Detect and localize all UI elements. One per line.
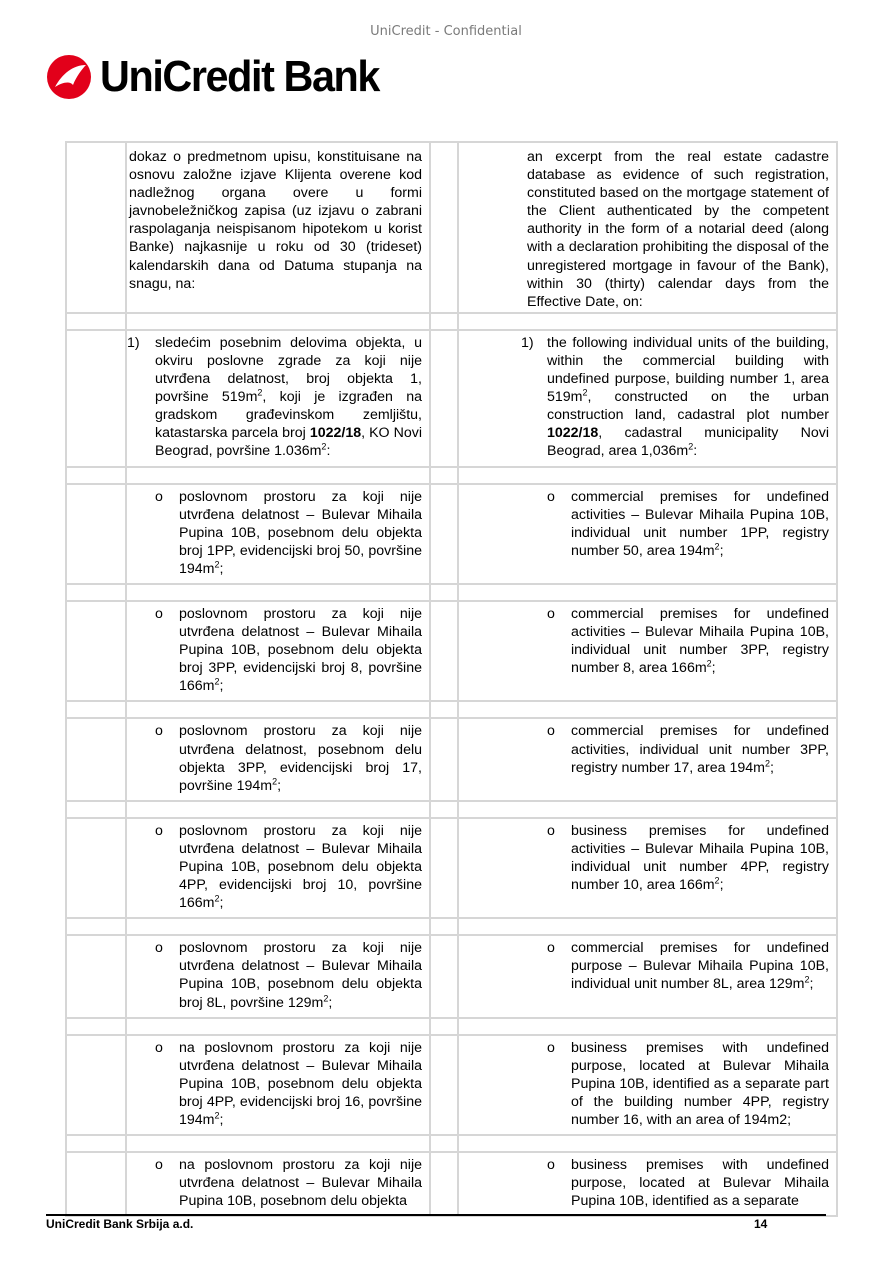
table-row [66,330,837,467]
bullet-icon: o [547,822,555,839]
item1-en-cell [458,330,837,467]
bullet-icon: o [547,1039,555,1056]
table-row [66,718,837,800]
bullet-icon: o [155,1039,163,1056]
unicredit-logo-icon [46,54,92,100]
intro-en: an excerpt from the real estate cadastre database as evidence of such registration, constituted based on the mortgage statement of the Client authenticated by the competent authority in the form of a notarial deed (along with a declaration prohibiting the disposal of the unregistered mortgage in favour of the Bank), within 30 (thirty) calendar days from the Effective Date, on: [527,149,829,310]
bullet-icon: o [547,488,555,505]
list-item: o na poslovnom prostoru za koji nije utvrđena delatnost – Bulevar Mihaila Pupina 10B, posebnom delu objekta broj 4PP, evidencijski broj 16, površine $194m^2$; [155,1039,422,1129]
bullet-icon: o [155,723,163,740]
bullet-icon: o [155,605,163,622]
confidential-label: UniCredit - Confidential [370,24,522,39]
table-row [66,484,837,584]
bullet-icon: o [547,605,555,622]
table-row [66,601,837,701]
list-item [459,331,836,466]
list-item: o na poslovnom prostoru za koji nije utvrđena delatnost – Bulevar Mihaila Pupina 10B, posebnom delu objekta [155,1157,422,1210]
footer-company: UniCredit Bank Srbija a.d. [46,1217,194,1231]
item1-sr-text: sledećim posebnim delovima objekta, u okviru poslovne zgrade za koji nije utvrđena delatnost, broj objekta 1, površine $519m^2$, koji je izgrađen na gradskom građevinskom zemljištu, katastarska parcela broj 1022/18, KO Novi Beograd, površine $1.036m^2$: [155,334,423,460]
list-item: o poslovnom prostoru za koji nije utvrđena delatnost, posebnom delu objekta 3PP, evidencijski broj 17, površine $194m^2$; [155,723,422,794]
list-item: o business premises with undefined purpose, located at Bulevar Mihaila Pupina 10B, identified as a separate [547,1157,829,1210]
intro-sr-cell [126,142,430,313]
list-item [127,331,429,466]
list-item: o commercial premises for undefined activities, individual unit number 3PP, registry number 17, area $194m^2$; [547,723,829,776]
list-item: o poslovnom prostoru za koji nije utvrđena delatnost – Bulevar Mihaila Pupina 10B, posebnom delu objekta broj 3PP, evidencijski broj 8, površine $166m^2$; [155,605,422,695]
bullet-icon: o [155,1157,163,1174]
bilingual-table [65,141,838,1217]
page-number: 14 [754,1217,768,1231]
list-item: o commercial premises for undefined purpose – Bulevar Mihaila Pupina 10B, individual unit number 8L, area $129m^2$; [547,940,829,993]
table-row [66,1035,837,1135]
table-row [66,142,837,313]
item1-sr-cell [126,330,430,467]
bullet-icon: o [155,488,163,505]
bullet-icon: o [155,822,163,839]
table-row [66,935,837,1017]
bullet-icon: o [547,723,555,740]
table-row [66,818,837,918]
item1-en-text: the following individual units of the building, within the commercial building with undefined purpose, building number 1, area $519m^2$, constructed on the urban construction land, cadastral plot number 1022/18, cadastral municipality Novi Beograd, area $1,036m^2$: [547,334,829,460]
intro-en-cell [458,142,837,313]
list-item: o poslovnom prostoru za koji nije utvrđena delatnost – Bulevar Mihaila Pupina 10B, posebnom delu objekta 4PP, evidencijski broj 10, površine $166m^2$; [155,822,422,912]
table-row [66,1152,837,1216]
list-item: o business premises with undefined purpose, located at Bulevar Mihaila Pupina 10B, identified as a separate part of the building number 4PP, registry number 16, with an area of 194m2; [547,1039,829,1129]
unicredit-logo [46,52,397,102]
intro-sr: dokaz o predmetnom upisu, konstituisane na osnovu založne izjave Klijenta overene kod nadležnog organa overe u formi javnobeležničkog zapisa (uz izjavu o zabrani raspolaganja neispisanom hipotekom u korist Banke) najkasnije u roku od 30 (trideset) kalendarskih dana od Datuma stupanja na snagu, na: [129,149,422,292]
list-item: o poslovnom prostoru za koji nije utvrđena delatnost – Bulevar Mihaila Pupina 10B, posebnom delu objekta broj 1PP, evidencijski broj 50, površine $194m^2$; [155,488,422,577]
footer-divider [46,1214,826,1216]
logo-wordmark: UniCredit Bank [100,52,380,101]
list-item: o commercial premises for undefined activities – Bulevar Mihaila Pupina 10B, individual unit number 3PP, registry number 8, area $166m^2$; [547,605,829,677]
bullet-icon: o [547,1157,555,1174]
item-number: 1) [521,334,534,351]
item-number: 1) [127,334,140,351]
bullet-icon: o [547,940,555,957]
list-item: o business premises for undefined activities – Bulevar Mihaila Pupina 10B, individual unit number 4PP, registry number 10, area $166m^2$; [547,822,829,894]
list-item: o commercial premises for undefined activities – Bulevar Mihaila Pupina 10B, individual unit number 1PP, registry number 50, area $194m^2$; [547,488,829,559]
bullet-icon: o [155,940,163,957]
list-item: o poslovnom prostoru za koji nije utvrđena delatnost – Bulevar Mihaila Pupina 10B, posebnom delu objekta broj 8L, površine $129m^2$; [155,940,422,1011]
